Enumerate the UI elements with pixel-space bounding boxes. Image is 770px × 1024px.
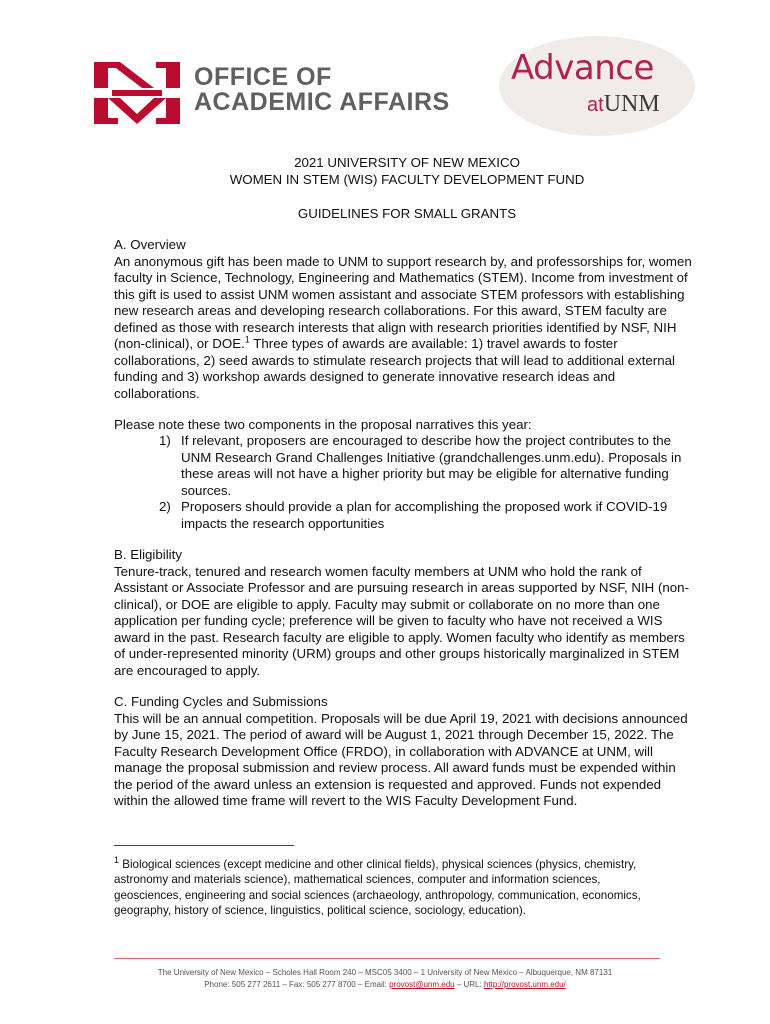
note-intro: Please note these two components in the proposal narratives this year: xyxy=(114,417,532,432)
footnote-text: Biological sciences (except medicine and other clinical fields), physical sciences (physics, chemistry, astronomy and materials science), mathematical sciences, computer and information sciences, geosciences, engineering and social sciences (archaeology, anthropology, communication, economics, geography, history of science, linguistics, political science, sociology, education). xyxy=(114,857,641,918)
footer-url-label: – URL: xyxy=(454,980,484,989)
note-list xyxy=(114,433,704,532)
list-number: 1) xyxy=(159,433,171,448)
at-unm-label xyxy=(587,91,660,118)
overview-body xyxy=(114,254,694,403)
office-of-academic-affairs-logo xyxy=(194,65,450,115)
funding-body: This will be an annual competition. Proposals will be due April 19, 2021 with decisions announced by June 15, 2021. The period of award will be August 1, 2021 through December 15, 2022. The Faculty Research Development Office (FRDO), in collaboration with ADVANCE at UNM, will manage the proposal submission and review process. All award funds must be expended within the period of the award unless an extension is requested and approved. Funds not expended within the allowed time frame will revert to the WIS Faculty Development Fund. xyxy=(114,710,688,808)
title-line-3: GUIDELINES FOR SMALL GRANTS xyxy=(297,206,517,221)
list-item xyxy=(114,499,704,532)
email-link[interactable]: provost@unm.edu xyxy=(389,980,455,989)
advance-word: Advance xyxy=(511,48,654,88)
footnote-divider xyxy=(114,845,294,846)
footer-contact xyxy=(0,979,770,991)
advance-at-unm-logo xyxy=(499,36,695,136)
overview-body-text-2: Three types of awards are available: 1) travel awards to foster collaborations, 2) seed awards to stimulate research projects that will lead to additional external funding and 3) workshop awards designed to generate innovative research ideas and collaborations. xyxy=(114,336,675,401)
footer-divider xyxy=(114,958,660,959)
url-link[interactable]: http://provost.unm.edu/ xyxy=(483,980,566,989)
list-text: If relevant, proposers are encouraged to describe how the project contributes to the UNM Research Grand Challenges Initiative (grandchallenges.unm.edu). Proposals in these areas will not have a higher priority but may be eligible for alternative funding sources. xyxy=(181,433,682,498)
list-number: 2) xyxy=(159,499,171,514)
overview-section xyxy=(114,237,694,402)
unm-word: UNM xyxy=(603,91,660,117)
footnote-ref: 1 xyxy=(244,334,250,345)
at-word: at xyxy=(587,94,604,116)
overview-body-text-1: An anonymous gift has been made to UNM to support research by, and professorships for, women faculty in Science, Technology, Engineering and Mathematics (STEM). Income from investment of this gift is used to assist UNM women assistant and associate STEM professors with establishing new research areas and developing research collaborations. For this award, STEM faculty are defined as those with research interests that align with research priorities identified by NSF, NIH (non-clinical), or DOE. xyxy=(114,253,692,351)
list-text: Proposers should provide a plan for accomplishing the proposed work if COVID-19 impacts the research opportunities xyxy=(181,499,668,531)
eligibility-section xyxy=(114,547,694,679)
office-line-1: OFFICE OF xyxy=(194,63,332,91)
funding-section xyxy=(114,694,694,810)
footer-phone-fax: Phone: 505 277 2611 – Fax: 505 277 8700 – Email: xyxy=(204,980,390,989)
eligibility-body: Tenure-track, tenured and research women faculty members at UNM who hold the rank of Assistant or Associate Professor and are pursuing research in areas supported by NSF, NIH (non-clinical), or DOE are eligible to apply. Faculty may submit or collaborate on no more than one application per funding cycle; preference will be given to faculty who have not received a WIS award in the past. Research faculty are eligible to apply. Women faculty who identify as members of under-represented minority (URM) groups and other groups historically marginalized in STEM are encouraged to apply. xyxy=(114,563,689,678)
footer-address: The University of New Mexico – Scholes Hall Room 240 – MSC05 3400 – 1 University of New Mexico – Albuquerque, NM 87131 xyxy=(157,968,613,977)
title-line-1: 2021 UNIVERSITY OF NEW MEXICO xyxy=(294,155,520,170)
overview-heading: A. Overview xyxy=(114,237,186,252)
office-line-2: ACADEMIC AFFAIRS xyxy=(194,88,450,116)
title-line-2: WOMEN IN STEM (WIS) FACULTY DEVELOPMENT FUND xyxy=(229,172,585,187)
list-item xyxy=(114,433,704,499)
unm-logo-icon xyxy=(94,62,180,124)
eligibility-heading: B. Eligibility xyxy=(114,547,182,562)
footnote xyxy=(114,853,659,919)
footnote-mark: 1 xyxy=(114,855,120,865)
funding-heading: C. Funding Cycles and Submissions xyxy=(114,694,328,709)
